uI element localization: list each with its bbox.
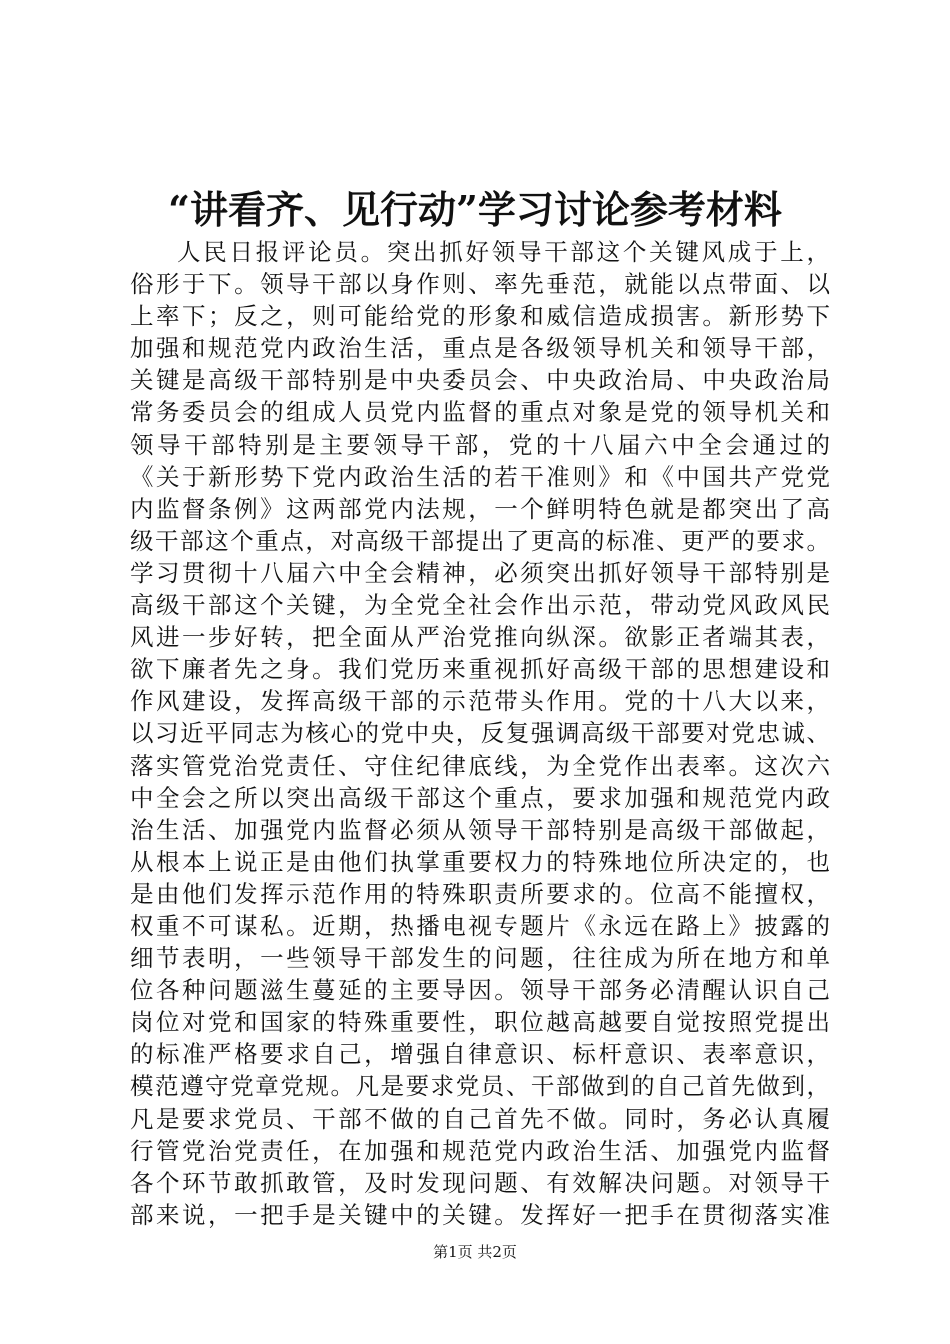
body-line: 模范遵守党章党规。凡是要求党员、干部做到的自己首先做到， [130, 1072, 830, 1101]
body-line: 上率下；反之，则可能给党的形象和威信造成损害。新形势下 [130, 302, 830, 331]
body-line: 从根本上说正是由他们执掌重要权力的特殊地位所决定的，也 [130, 847, 830, 876]
document-title: “讲看齐、见行动”学习讨论参考材料 [168, 187, 782, 232]
body-line: 部来说，一把手是关键中的关键。发挥好一把手在贯彻落实准 [130, 1200, 830, 1229]
body-line: 权重不可谋私。近期，热播电视专题片《永远在路上》披露的 [130, 911, 830, 940]
body-line: 中全会之所以突出高级干部这个重点，要求加强和规范党内政 [130, 783, 830, 812]
body-line: 落实管党治党责任、守住纪律底线，为全党作出表率。这次六 [130, 751, 830, 780]
body-line: 高级干部这个关键，为全党全社会作出示范，带动党风政风民 [130, 591, 830, 620]
body-line: 《关于新形势下党内政治生活的若干准则》和《中国共产党党 [130, 462, 830, 491]
body-line: 岗位对党和国家的特殊重要性，职位越高越要自觉按照党提出 [130, 1008, 830, 1037]
body-line: 俗形于下。领导干部以身作则、率先垂范，就能以点带面、以 [130, 270, 830, 299]
body-line: 欲下廉者先之身。我们党历来重视抓好高级干部的思想建设和 [130, 655, 830, 684]
body-line: 治生活、加强党内监督必须从领导干部特别是高级干部做起， [130, 815, 830, 844]
body-line: 的标准严格要求自己，增强自律意识、标杆意识、表率意识， [130, 1040, 830, 1069]
body-line: 人民日报评论员。突出抓好领导干部这个关键风成于上， [177, 238, 830, 266]
body-line: 关键是高级干部特别是中央委员会、中央政治局、中央政治局 [130, 366, 830, 395]
page-footer: 第1页 共2页 [433, 1243, 517, 1261]
body-line: 级干部这个重点，对高级干部提出了更高的标准、更严的要求。 [130, 526, 830, 555]
body-line: 是由他们发挥示范作用的特殊职责所要求的。位高不能擅权， [130, 879, 830, 908]
body-line: 常务委员会的组成人员党内监督的重点对象是党的领导机关和 [130, 398, 830, 427]
body-line: 加强和规范党内政治生活，重点是各级领导机关和领导干部， [130, 334, 830, 363]
body-line: 凡是要求党员、干部不做的自己首先不做。同时，务必认真履 [130, 1104, 830, 1133]
body-line: 风进一步好转，把全面从严治党推向纵深。欲影正者端其表， [130, 623, 830, 652]
document-body [130, 236, 830, 1231]
body-line: 位各种问题滋生蔓延的主要导因。领导干部务必清醒认识自己 [130, 976, 830, 1005]
body-line: 以习近平同志为核心的党中央，反复强调高级干部要对党忠诚、 [130, 719, 830, 748]
body-line: 细节表明，一些领导干部发生的问题，往往成为所在地方和单 [130, 944, 830, 973]
body-line: 行管党治党责任，在加强和规范党内政治生活、加强党内监督 [130, 1136, 830, 1165]
body-line: 领导干部特别是主要领导干部，党的十八届六中全会通过的 [130, 430, 830, 459]
body-line: 各个环节敢抓敢管，及时发现问题、有效解决问题。对领导干 [130, 1168, 830, 1197]
body-line: 内监督条例》这两部党内法规，一个鲜明特色就是都突出了高 [130, 494, 830, 523]
body-line: 作风建设，发挥高级干部的示范带头作用。党的十八大以来， [130, 687, 830, 716]
body-line: 学习贯彻十八届六中全会精神，必须突出抓好领导干部特别是 [130, 558, 830, 587]
